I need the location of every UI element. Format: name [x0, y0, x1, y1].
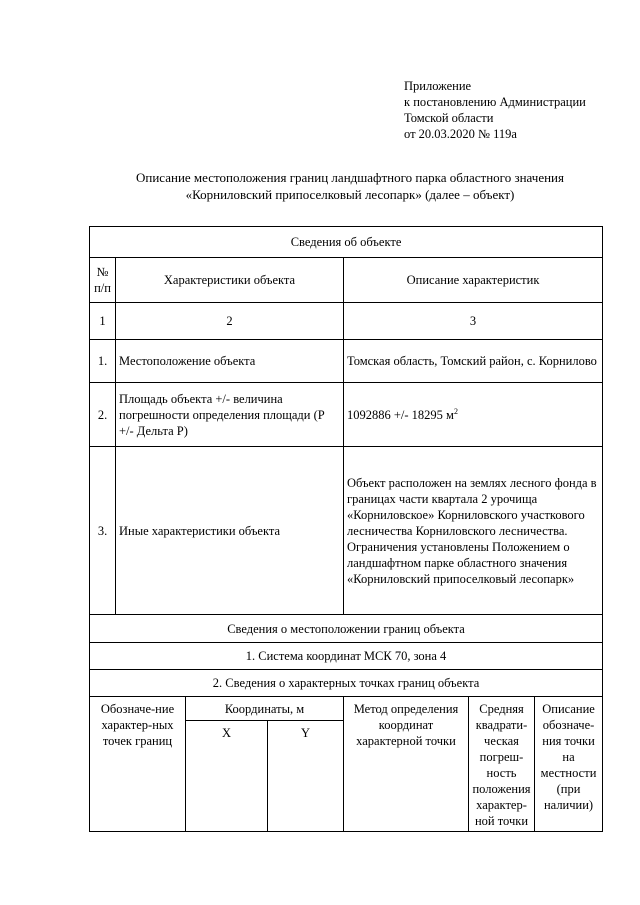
row-characteristic: Местоположение объекта: [116, 340, 344, 383]
section-header-row: [90, 615, 603, 643]
table-row: [90, 447, 603, 615]
area-unit-exponent: 2: [453, 406, 458, 416]
points-col-error: Средняя квадрати-ческая погреш-ность положения характер-ной точки: [469, 697, 535, 832]
points-col-coords: Координаты, м: [186, 697, 344, 721]
table-row: [90, 383, 603, 447]
points-col-method: Метод определения координат характерной точки: [344, 697, 469, 832]
section-header-row: [90, 227, 603, 258]
column-number-row: [90, 303, 603, 340]
col-header-num: № п/п: [90, 258, 116, 303]
column-header-row: [90, 258, 603, 303]
points-col-x: X: [186, 721, 268, 832]
col-number: 2: [116, 303, 344, 340]
row-characteristic: Иные характеристики объекта: [116, 447, 344, 615]
points-col-designation: Обозначе-ние характер-ных точек границ: [90, 697, 186, 832]
row-description: Объект расположен на землях лесного фонда в границах части квартала 2 урочища «Корниловское» Корниловского участкового лесничества Корниловского лесничества. Ограничения установлены Положением о ландшафтном парке областного значения «Корниловский припоселковый лесопарк»: [344, 447, 603, 615]
appendix-line-4: от 20.03.2020 № 119а: [404, 127, 517, 141]
title-line-1: Описание местоположения границ ландшафтного парка областного значения: [136, 170, 564, 185]
row-description: [344, 383, 603, 447]
appendix-line-2: к постановлению Администрации: [404, 95, 586, 109]
points-col-y: Y: [268, 721, 344, 832]
points-col-header-row: [90, 697, 603, 721]
document-title: [60, 169, 640, 203]
row-num: 2.: [90, 383, 116, 447]
row-description: Томская область, Томский район, с. Корнилово: [344, 340, 603, 383]
appendix-line-3: Томской области: [404, 111, 494, 125]
coord-system-row: [90, 643, 603, 670]
section1-header: Сведения об объекте: [90, 227, 603, 258]
points-header-row: [90, 670, 603, 697]
points-col-location-desc: Описание обозначе-ния точки на местности (при наличии): [535, 697, 603, 832]
table-row: [90, 340, 603, 383]
object-info-table: [89, 226, 603, 832]
coord-system: 1. Система координат МСК 70, зона 4: [90, 643, 603, 670]
row-num: 1.: [90, 340, 116, 383]
appendix-line-1: Приложение: [404, 79, 472, 93]
col-header-characteristic: Характеристики объекта: [116, 258, 344, 303]
section2-header: Сведения о местоположении границ объекта: [90, 615, 603, 643]
row-num: 3.: [90, 447, 116, 615]
appendix-block: [404, 78, 586, 142]
col-number: 3: [344, 303, 603, 340]
points-header: 2. Сведения о характерных точках границ объекта: [90, 670, 603, 697]
col-number: 1: [90, 303, 116, 340]
col-header-description: Описание характеристик: [344, 258, 603, 303]
area-value: 1092886 +/- 18295 м: [347, 407, 454, 422]
row-characteristic: Площадь объекта +/- величина погрешности определения площади (Р +/- Дельта Р): [116, 383, 344, 447]
title-line-2: «Корниловский припоселковый лесопарк» (далее – объект): [185, 187, 515, 202]
